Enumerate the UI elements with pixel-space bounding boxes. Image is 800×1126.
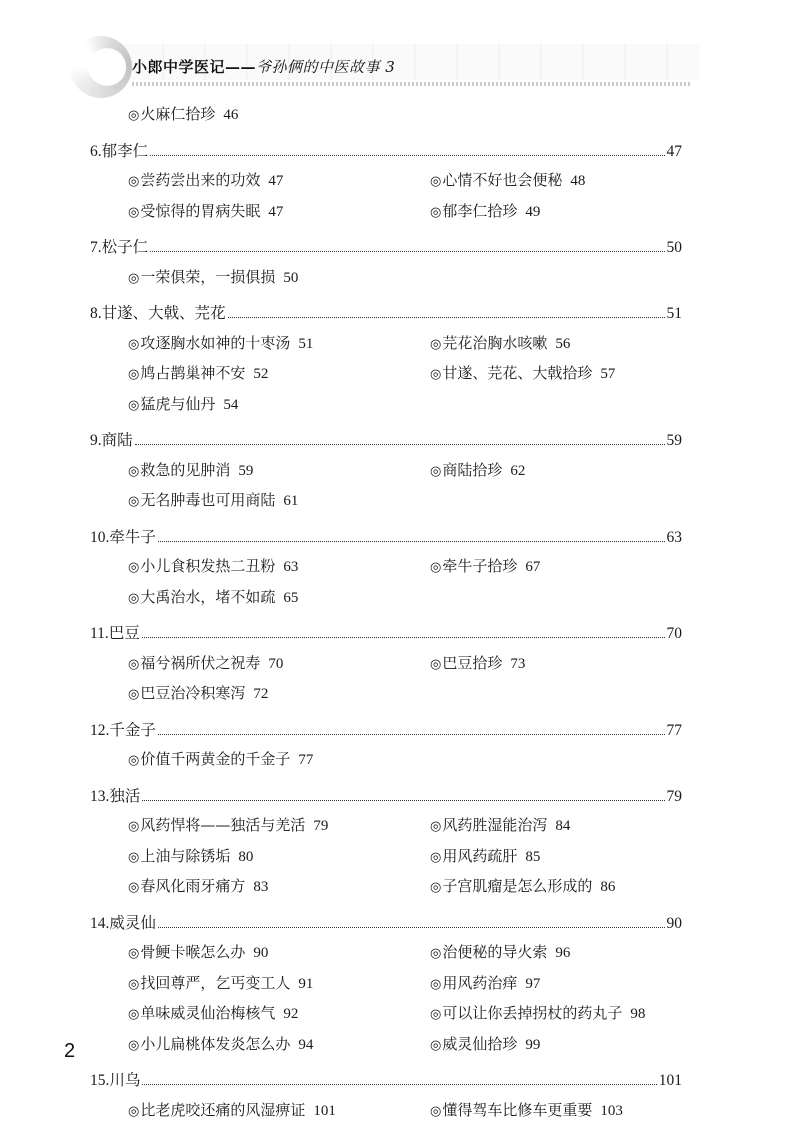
subitem-page: 99 — [525, 1037, 540, 1053]
subitem-page: 97 — [525, 976, 540, 992]
toc-subitem[interactable] — [128, 390, 430, 421]
subitem-title: 单味威灵仙治梅核气 — [140, 1004, 275, 1022]
chapter-heading[interactable] — [90, 137, 682, 167]
subitem-title: 牵牛子拾珍 — [442, 557, 517, 575]
double-circle-bullet-icon: ◎ — [128, 1104, 139, 1119]
chapter-title: 商陆 — [102, 426, 133, 455]
toc-subitem[interactable] — [430, 969, 720, 1000]
toc-subitem[interactable] — [128, 679, 430, 710]
subitem-page: 92 — [283, 1006, 298, 1022]
chapter-page: 51 — [667, 300, 683, 329]
subitem-title: 找回尊严，乞丐变工人 — [140, 974, 290, 992]
table-of-contents — [90, 100, 682, 1126]
toc-subitem[interactable] — [128, 197, 430, 228]
toc-subitem[interactable] — [128, 969, 430, 1000]
subitem-title: 用风药疏肝 — [442, 847, 517, 865]
subitem-page: 51 — [298, 336, 313, 352]
subitem-page: 56 — [555, 336, 570, 352]
subitem-title: 受惊得的胃病失眠 — [140, 202, 260, 220]
dot-leader — [158, 540, 665, 542]
chapter-title: 威灵仙 — [109, 909, 156, 938]
toc-subitem[interactable] — [128, 552, 430, 583]
toc-subitem[interactable] — [128, 745, 682, 776]
toc-chapter — [90, 299, 682, 420]
double-circle-bullet-icon: ◎ — [430, 205, 441, 220]
toc-subitem[interactable] — [128, 456, 430, 487]
chapter-title: 松子仁 — [102, 233, 149, 262]
subitem-list — [90, 166, 682, 227]
subitem-page: 98 — [630, 1006, 645, 1022]
toc-chapter — [90, 619, 682, 710]
subitem-list — [90, 552, 682, 613]
dot-leader — [142, 636, 665, 638]
book-title-dash: —— — [225, 58, 256, 76]
double-circle-bullet-icon: ◎ — [128, 494, 139, 509]
subitem-page: 46 — [223, 107, 238, 123]
chapter-page: 79 — [667, 783, 683, 812]
toc-subitem[interactable] — [430, 359, 720, 390]
book-title — [132, 56, 395, 77]
toc-chapter — [90, 1066, 682, 1126]
subitem-page: 79 — [313, 818, 328, 834]
subitem-page: 62 — [510, 463, 525, 479]
double-circle-bullet-icon: ◎ — [128, 819, 139, 834]
chapter-number: 14. — [90, 910, 109, 939]
double-circle-bullet-icon: ◎ — [430, 464, 441, 479]
dot-leader — [158, 733, 665, 735]
dot-leader — [150, 250, 664, 252]
subitem-page: 49 — [525, 204, 540, 220]
chapter-title: 千金子 — [109, 716, 156, 745]
chapter-heading[interactable] — [90, 299, 682, 329]
subitem-title: 治便秘的导火索 — [442, 943, 547, 961]
subitem-list — [90, 263, 682, 294]
double-circle-bullet-icon: ◎ — [128, 337, 139, 352]
subitem-title: 巴豆拾珍 — [442, 654, 502, 672]
chapter-title: 牵牛子 — [109, 523, 156, 552]
subitem-title: 可以让你丢掉拐杖的药丸子 — [442, 1004, 622, 1022]
subitem-title: 风药胜湿能治泻 — [442, 816, 547, 834]
subitem-list — [90, 329, 682, 421]
subitem-list — [90, 1096, 682, 1126]
double-circle-bullet-icon: ◎ — [430, 1038, 441, 1053]
chapter-title: 独活 — [109, 782, 140, 811]
subitem-page: 90 — [253, 945, 268, 961]
double-circle-bullet-icon: ◎ — [128, 271, 139, 286]
chapter-number: 8. — [90, 300, 102, 329]
subitem-page: 91 — [298, 976, 313, 992]
subitem-page: 65 — [283, 590, 298, 606]
subitem-title: 上油与除锈垢 — [140, 847, 230, 865]
toc-subitem[interactable] — [430, 166, 720, 197]
toc-subitem[interactable] — [128, 329, 430, 360]
toc-subitem[interactable] — [128, 999, 430, 1030]
double-circle-bullet-icon: ◎ — [430, 819, 441, 834]
toc-subitem[interactable] — [128, 263, 682, 294]
subitem-title: 甘遂、芫花、大戟拾珍 — [442, 364, 592, 382]
chapter-heading[interactable] — [90, 233, 682, 263]
subitem-page: 50 — [283, 270, 298, 286]
decorative-chain-rule — [132, 82, 692, 86]
dot-leader — [150, 154, 664, 156]
toc-subitem[interactable] — [128, 486, 430, 517]
toc-subitem[interactable] — [430, 649, 720, 680]
toc-subitem[interactable] — [128, 166, 430, 197]
subitem-page: 47 — [268, 173, 283, 189]
toc-subitem[interactable] — [128, 842, 430, 873]
subitem-page: 54 — [223, 397, 238, 413]
subitem-title: 芫花治胸水咳嗽 — [442, 334, 547, 352]
double-circle-bullet-icon: ◎ — [128, 174, 139, 189]
double-circle-bullet-icon: ◎ — [430, 1007, 441, 1022]
subitem-page: 103 — [600, 1103, 623, 1119]
chapter-number: 6. — [90, 138, 102, 167]
subitem-page: 80 — [238, 849, 253, 865]
toc-chapter — [90, 233, 682, 293]
double-circle-bullet-icon: ◎ — [128, 753, 139, 768]
toc-chapter — [90, 782, 682, 903]
chapter-title: 郁李仁 — [102, 137, 149, 166]
toc-subitem[interactable] — [128, 583, 430, 614]
chapter-title: 甘遂、大戟、芫花 — [102, 299, 226, 328]
chapter-heading[interactable] — [90, 1066, 682, 1096]
double-circle-bullet-icon: ◎ — [430, 367, 441, 382]
chapter-page: 63 — [667, 524, 683, 553]
dot-leader — [142, 799, 664, 801]
subitem-title: 火麻仁拾珍 — [140, 105, 215, 123]
dot-leader — [158, 926, 665, 928]
chapter-page: 47 — [667, 138, 683, 167]
subitem-page: 85 — [525, 849, 540, 865]
toc-chapter — [90, 426, 682, 517]
dot-leader — [228, 316, 665, 318]
toc-subitem[interactable] — [430, 999, 720, 1030]
subitem-page: 84 — [555, 818, 570, 834]
double-circle-bullet-icon: ◎ — [430, 880, 441, 895]
toc-subitem[interactable] — [430, 456, 720, 487]
double-circle-bullet-icon: ◎ — [430, 174, 441, 189]
chapter-heading[interactable] — [90, 716, 682, 746]
chapter-heading[interactable] — [90, 909, 682, 939]
subitem-title: 小儿扁桃体发炎怎么办 — [140, 1035, 290, 1053]
chapter-number: 9. — [90, 427, 102, 456]
double-circle-bullet-icon: ◎ — [430, 337, 441, 352]
subitem-title: 骨鲠卡喉怎么办 — [140, 943, 245, 961]
toc-subitem[interactable] — [128, 1096, 430, 1126]
subitem-title: 价值千两黄金的千金子 — [140, 750, 290, 768]
toc-chapter — [90, 909, 682, 1061]
double-circle-bullet-icon: ◎ — [128, 1007, 139, 1022]
toc-subitem[interactable] — [430, 329, 720, 360]
toc-subitem[interactable] — [430, 1096, 720, 1126]
subitem-page: 48 — [570, 173, 585, 189]
subitem-page: 73 — [510, 656, 525, 672]
dot-leader — [142, 1083, 656, 1085]
book-title-main: 小郎中学医记 — [132, 58, 225, 76]
subitem-page: 94 — [298, 1037, 313, 1053]
chapter-number: 11. — [90, 620, 109, 649]
chapter-page: 101 — [659, 1067, 682, 1096]
subitem-page: 86 — [600, 879, 615, 895]
chapter-page: 90 — [667, 910, 683, 939]
double-circle-bullet-icon: ◎ — [128, 977, 139, 992]
subitem-title: 猛虎与仙丹 — [140, 395, 215, 413]
subitem-page: 96 — [555, 945, 570, 961]
toc-subitem[interactable] — [430, 1030, 720, 1061]
chapter-number: 12. — [90, 717, 109, 746]
subitem-title: 懂得驾车比修车更重要 — [442, 1101, 592, 1119]
subitem-page: 52 — [253, 366, 268, 382]
subitem-page: 63 — [283, 559, 298, 575]
subitem-title: 小儿食积发热二丑粉 — [140, 557, 275, 575]
toc-subitem[interactable] — [128, 649, 430, 680]
page-number: 2 — [64, 1040, 75, 1063]
subitem-page: 59 — [238, 463, 253, 479]
subitem-title: 尝药尝出来的功效 — [140, 171, 260, 189]
chapter-page: 59 — [667, 427, 683, 456]
book-subtitle: 爷孙俩的中医故事 3 — [256, 58, 395, 76]
subitem-title: 商陆拾珍 — [442, 461, 502, 479]
double-circle-bullet-icon: ◎ — [128, 591, 139, 606]
subitem-title: 鸠占鹊巢神不安 — [140, 364, 245, 382]
subitem-title: 大禹治水，堵不如疏 — [140, 588, 275, 606]
double-circle-bullet-icon: ◎ — [128, 880, 139, 895]
double-circle-bullet-icon: ◎ — [128, 1038, 139, 1053]
subitem-list — [90, 745, 682, 776]
chapter-number: 10. — [90, 524, 109, 553]
toc-subitem[interactable] — [128, 811, 430, 842]
subitem-title: 攻逐胸水如神的十枣汤 — [140, 334, 290, 352]
chapter-number: 7. — [90, 234, 102, 263]
chapter-title: 巴豆 — [109, 619, 140, 648]
chapter-number: 13. — [90, 783, 109, 812]
toc-subitem[interactable] — [128, 872, 430, 903]
double-circle-bullet-icon: ◎ — [430, 977, 441, 992]
chapter-heading[interactable] — [90, 619, 682, 649]
subitem-page: 72 — [253, 686, 268, 702]
chapter-title: 川乌 — [109, 1066, 140, 1095]
subitem-title: 心情不好也会便秘 — [442, 171, 562, 189]
ink-circle-logo-icon — [70, 36, 132, 98]
chapter-page: 70 — [667, 620, 683, 649]
subitem-title: 一荣俱荣，一损俱损 — [140, 268, 275, 286]
subitem-title: 春风化雨牙痛方 — [140, 877, 245, 895]
subitem-list — [90, 649, 682, 710]
double-circle-bullet-icon: ◎ — [128, 657, 139, 672]
double-circle-bullet-icon: ◎ — [430, 850, 441, 865]
toc-subitem[interactable] — [430, 811, 720, 842]
toc-subitem[interactable] — [128, 359, 430, 390]
subitem-title: 救急的见肿消 — [140, 461, 230, 479]
chapter-page: 50 — [667, 234, 683, 263]
toc-chapter — [90, 137, 682, 228]
double-circle-bullet-icon: ◎ — [430, 657, 441, 672]
subitem-title: 子宫肌瘤是怎么形成的 — [442, 877, 592, 895]
double-circle-bullet-icon: ◎ — [128, 108, 139, 123]
subitem-page: 77 — [298, 752, 313, 768]
subitem-list — [90, 811, 682, 903]
chapter-list — [90, 137, 682, 1126]
double-circle-bullet-icon: ◎ — [128, 850, 139, 865]
double-circle-bullet-icon: ◎ — [128, 205, 139, 220]
toc-subitem[interactable] — [128, 938, 430, 969]
subitem-page: 70 — [268, 656, 283, 672]
subitem-page: 47 — [268, 204, 283, 220]
toc-subitem[interactable] — [90, 100, 682, 131]
double-circle-bullet-icon: ◎ — [128, 398, 139, 413]
subitem-title: 郁李仁拾珍 — [442, 202, 517, 220]
subitem-list — [90, 938, 682, 1060]
chapter-heading[interactable] — [90, 782, 682, 812]
running-header — [70, 36, 700, 106]
subitem-page: 57 — [600, 366, 615, 382]
subitem-page: 83 — [253, 879, 268, 895]
toc-subitem[interactable] — [430, 197, 720, 228]
subitem-title: 巴豆治冷积寒泻 — [140, 684, 245, 702]
double-circle-bullet-icon: ◎ — [430, 1104, 441, 1119]
double-circle-bullet-icon: ◎ — [128, 367, 139, 382]
dot-leader — [135, 443, 665, 445]
subitem-list — [90, 456, 682, 517]
subitem-page: 67 — [525, 559, 540, 575]
double-circle-bullet-icon: ◎ — [430, 560, 441, 575]
toc-subitem[interactable] — [430, 842, 720, 873]
toc-chapter — [90, 716, 682, 776]
toc-chapter — [90, 523, 682, 614]
double-circle-bullet-icon: ◎ — [128, 464, 139, 479]
subitem-title: 无名肿毒也可用商陆 — [140, 491, 275, 509]
subitem-title: 用风药治痒 — [442, 974, 517, 992]
double-circle-bullet-icon: ◎ — [430, 946, 441, 961]
subitem-title: 比老虎咬还痛的风湿痹证 — [140, 1101, 305, 1119]
subitem-title: 福兮祸所伏之祝寿 — [140, 654, 260, 672]
double-circle-bullet-icon: ◎ — [128, 946, 139, 961]
subitem-title: 威灵仙拾珍 — [442, 1035, 517, 1053]
double-circle-bullet-icon: ◎ — [128, 560, 139, 575]
chapter-heading[interactable] — [90, 523, 682, 553]
toc-subitem[interactable] — [430, 872, 720, 903]
subitem-page: 101 — [313, 1103, 336, 1119]
chapter-page: 77 — [667, 717, 683, 746]
toc-subitem[interactable] — [430, 938, 720, 969]
double-circle-bullet-icon: ◎ — [128, 687, 139, 702]
subitem-page: 61 — [283, 493, 298, 509]
chapter-number: 15. — [90, 1067, 109, 1096]
subitem-title: 风药悍将——独活与羌活 — [140, 816, 305, 834]
chapter-heading[interactable] — [90, 426, 682, 456]
toc-subitem[interactable] — [430, 552, 720, 583]
toc-subitem[interactable] — [128, 1030, 430, 1061]
